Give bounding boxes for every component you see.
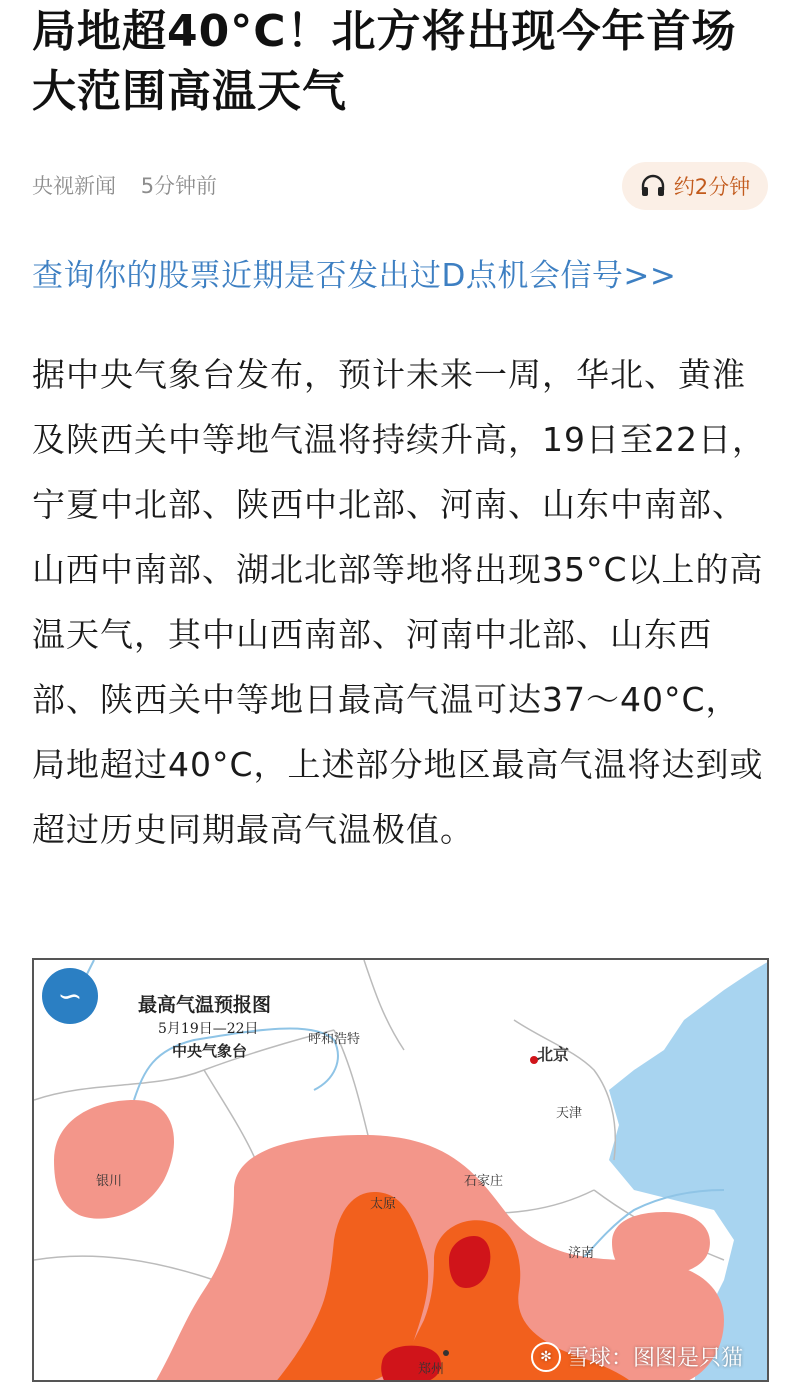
cma-logo-icon: ∽ — [42, 968, 98, 1024]
map-source: 中央气象台 — [172, 1042, 248, 1060]
zhengzhou-marker — [443, 1350, 449, 1356]
city-shijiazhuang: 石家庄 — [464, 1174, 504, 1189]
watermark-text: 雪球：图图是只猫 — [566, 1346, 743, 1371]
city-hohhot: 呼和浩特 — [308, 1032, 361, 1047]
city-tianjin: 天津 — [556, 1106, 583, 1121]
article-title: 局地超40°C！北方将出现今年首场大范围高温天气 — [32, 6, 737, 117]
map-title: 最高气温预报图 — [138, 994, 272, 1016]
city-jinan: 济南 — [568, 1246, 595, 1261]
forecast-map-graphic — [34, 960, 769, 1382]
heat-zone-35-jinan — [612, 1212, 710, 1276]
stock-signal-promo-link[interactable]: 查询你的股票近期是否发出过D点机会信号>> — [32, 258, 677, 294]
city-taiyuan: 太原 — [370, 1197, 397, 1212]
city-yinchuan: 银川 — [96, 1174, 123, 1189]
city-beijing: 北京 — [537, 1045, 570, 1064]
city-zhengzhou: 郑州 — [418, 1362, 445, 1377]
headphones-icon — [640, 174, 666, 198]
heat-zone-35-yinchuan — [54, 1100, 174, 1219]
xueqiu-logo-icon: ✻ — [531, 1342, 561, 1372]
map-date-range: 5月19日—22日 — [158, 1021, 259, 1037]
article-meta — [32, 170, 235, 200]
forecast-map-image[interactable] — [32, 958, 769, 1382]
article-paragraph: 据中央气象台发布，预计未来一周，华北、黄淮及陕西关中等地气温将持续升高，19日至22日，宁夏中北部、陕西中北部、河南、山东中南部、山西中南部、湖北北部等地将出现35°C以上的高温天气，其中山西南部、河南中北部、山东西部、陕西关中等地日最高气温可达37～40°C，局地超过40°C，上述部分地区最高气温将达到或超过历史同期最高气温极值。 — [32, 355, 766, 849]
article-time: 5分钟前 — [140, 174, 218, 198]
listen-audio-button[interactable] — [622, 162, 768, 210]
article-source[interactable]: 央视新闻 — [32, 174, 116, 198]
article-body — [32, 342, 772, 862]
listen-duration-label: 约2分钟 — [673, 175, 751, 199]
xueqiu-watermark — [531, 1341, 743, 1372]
